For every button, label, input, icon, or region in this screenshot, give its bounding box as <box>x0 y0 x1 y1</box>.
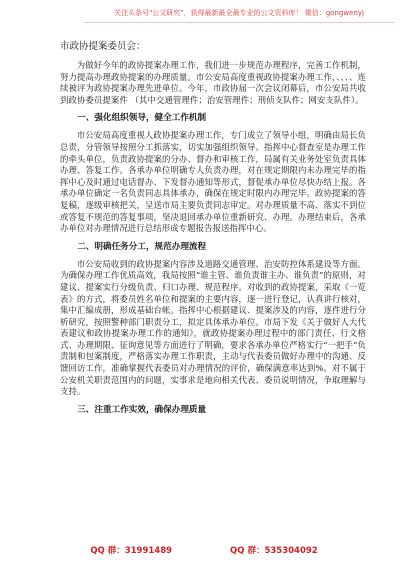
intro-paragraph: 为做好今年的政协提案办理工作，我们进一步规范办理程序，完善工作机制，努力提高办理政协提案的办理质量。市公安局高度重视政协提案办理工作，、、、、连续被评为政协提案办理先进单位。今年，市政协届一次会议闭幕后，市公安局共收到政协委员提案件 （其中交通管理件；治安管理件；刑侦支队件；网安支队件）。 <box>60 60 366 105</box>
section-body-2: 市公安局收到的政协提案内容涉及道路交通管理、治安防控体系建设等方面。为确保办理工作优质高效，我局按照“谁主管、谁负责谁主办、谁负责”的原则，对建议、提案实行分级负责、归口办理、规范程序。对收到的政协提案，采取《一览表》的方式，将委员姓名单位和提案的主要内容，逐一进行登记，认真讲行核对，集中汇编成册，形成基础台帐。指挥中心根据建议、提案涉及的内容，逐件进行分析研究，按照警种部门职责分工，拟定具体承办单位。市局下发《关于做好人大代表建议和政协提案办理工作的通知》，就政协提案办理过程中的部门责任、行文格式、办理期限、征询意见等方面进行了明确，要求各承办单位严格实行“一把手”负责制和包案制度，严格落实办理工作职责，主动与代表委员做好办理中的沟通、反馈回访工作，准确掌握代表委员对办理情况的评价，确保满意率达到%。对不属于公安机关职责范围内的问题，实事求是地向相关代表、委员说明情况，争取理解与支持。 <box>60 258 366 397</box>
section-heading-2: 二、明确任务分工，规范办理流程 <box>77 241 207 252</box>
qq-group-2: QQ 群：535304092 <box>230 546 318 556</box>
letter-body <box>60 40 366 422</box>
section-heading-3: 三、注重工作实效，确保办理质量 <box>77 404 207 415</box>
qq-group-1: QQ 群：31991489 <box>90 546 173 556</box>
section-heading-1: 一、强化组织领导，健全工作机制 <box>77 113 207 124</box>
section-body-1: 市公安局高度重视人政协提案办理工作，专门成立了领导小组，明确由局长负总责，分管领导按照分工抓落实，切实加强组织领导。指挥中心督查室是办理工作的牵头单位，负责政协提案的分办、督办和审核工作，局属有关业务处室负责具体办理、答复工作。各承办单位明确专人负责办理，对在规定期限内未办理完毕的指挥中心及时通过电话督办、下发督办通知等形式，督促承办单位尽快办结上报。各承办单位确定一名负责同志具体承办，确保在规定时限内办理完毕。政协提案的答复稿，逐级审核把关，呈送市局主要负责同志审定。对办理质量不高、落实不到位或答复不规范的答复事项，坚决退回承办单位重新研究、办理。办理结束后，各承办单位对办理情况进行总结形成专题报告报送指挥中心。 <box>60 130 366 234</box>
promo-banner: 关注头条号"公文研究"，获得最新最全最专业的公文资料库！ 微信：gongwenyj <box>84 8 394 23</box>
footer-contact <box>0 545 408 557</box>
salutation: 市政协提案委员会： <box>60 41 146 52</box>
